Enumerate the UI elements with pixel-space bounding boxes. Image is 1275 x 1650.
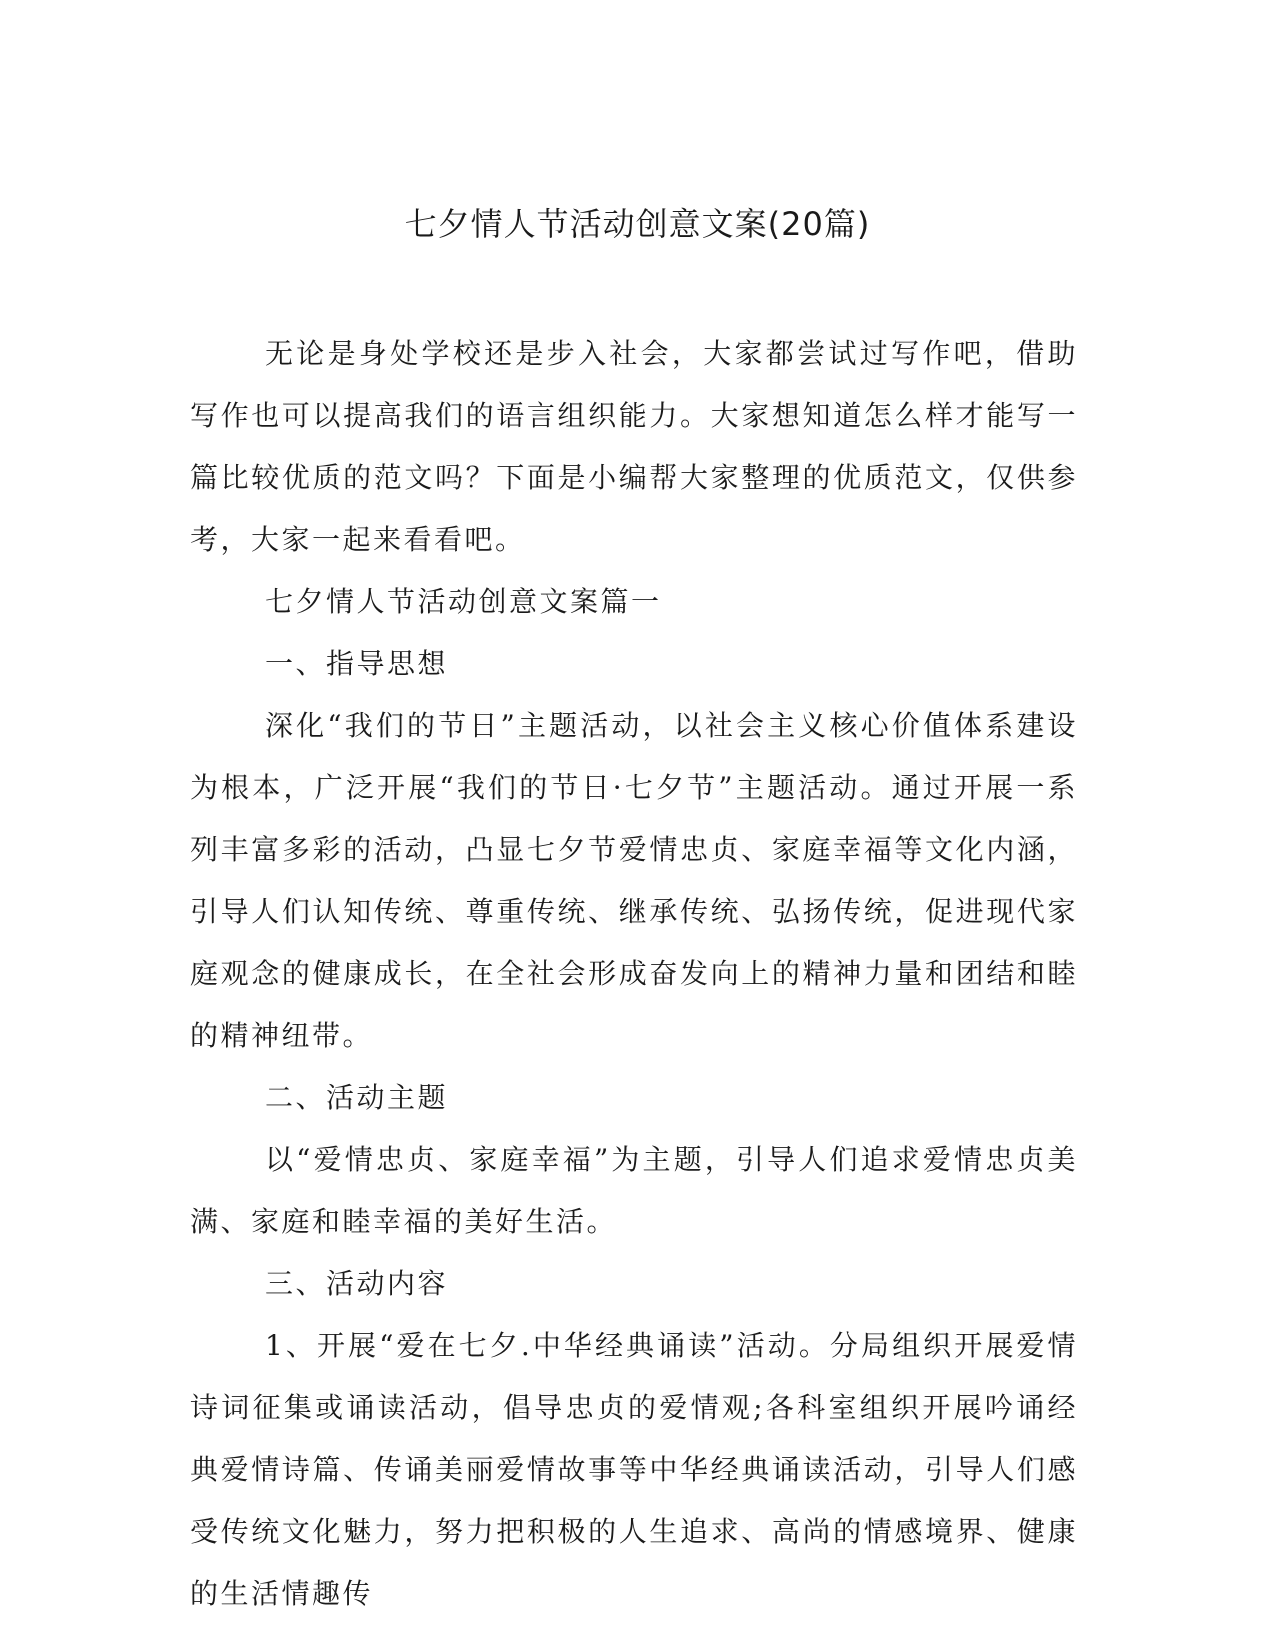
- paragraph-activity-theme: 以“爱情忠贞、家庭幸福”为主题，引导人们追求爱情忠贞美满、家庭和睦幸福的美好生活。: [190, 1143, 1078, 1238]
- document-body: [190, 323, 1078, 1625]
- section-heading-article-one: 七夕情人节活动创意文案篇一: [265, 585, 662, 618]
- paragraph-intro: 无论是身处学校还是步入社会，大家都尝试过写作吧，借助写作也可以提高我们的语言组织能力。大家想知道怎么样才能写一篇比较优质的范文吗？下面是小编帮大家整理的优质范文，仅供参考，大家一起来看看吧。: [190, 337, 1078, 556]
- paragraph-activity-content-1: 1、开展“爱在七夕.中华经典诵读”活动。分局组织开展爱情诗词征集或诵读活动，倡导忠贞的爱情观;各科室组织开展吟诵经典爱情诗篇、传诵美丽爱情故事等中华经典诵读活动，引导人们感受传统文化魅力，努力把积极的人生追求、高尚的情感境界、健康的生活情趣传: [190, 1329, 1078, 1610]
- section-heading-activity-theme: 二、活动主题: [265, 1081, 449, 1114]
- section-heading-activity-content: 三、活动内容: [265, 1267, 449, 1300]
- document-title: 七夕情人节活动创意文案(20篇): [404, 205, 871, 243]
- paragraph-guiding-ideology: 深化“我们的节日”主题活动，以社会主义核心价值体系建设为根本，广泛开展“我们的节日·七夕节”主题活动。通过开展一系列丰富多彩的活动，凸显七夕节爱情忠贞、家庭幸福等文化内涵，引导人们认知传统、尊重传统、继承传统、弘扬传统，促进现代家庭观念的健康成长，在全社会形成奋发向上的精神力量和团结和睦的精神纽带。: [190, 709, 1078, 1052]
- section-heading-guiding-ideology: 一、指导思想: [265, 647, 449, 680]
